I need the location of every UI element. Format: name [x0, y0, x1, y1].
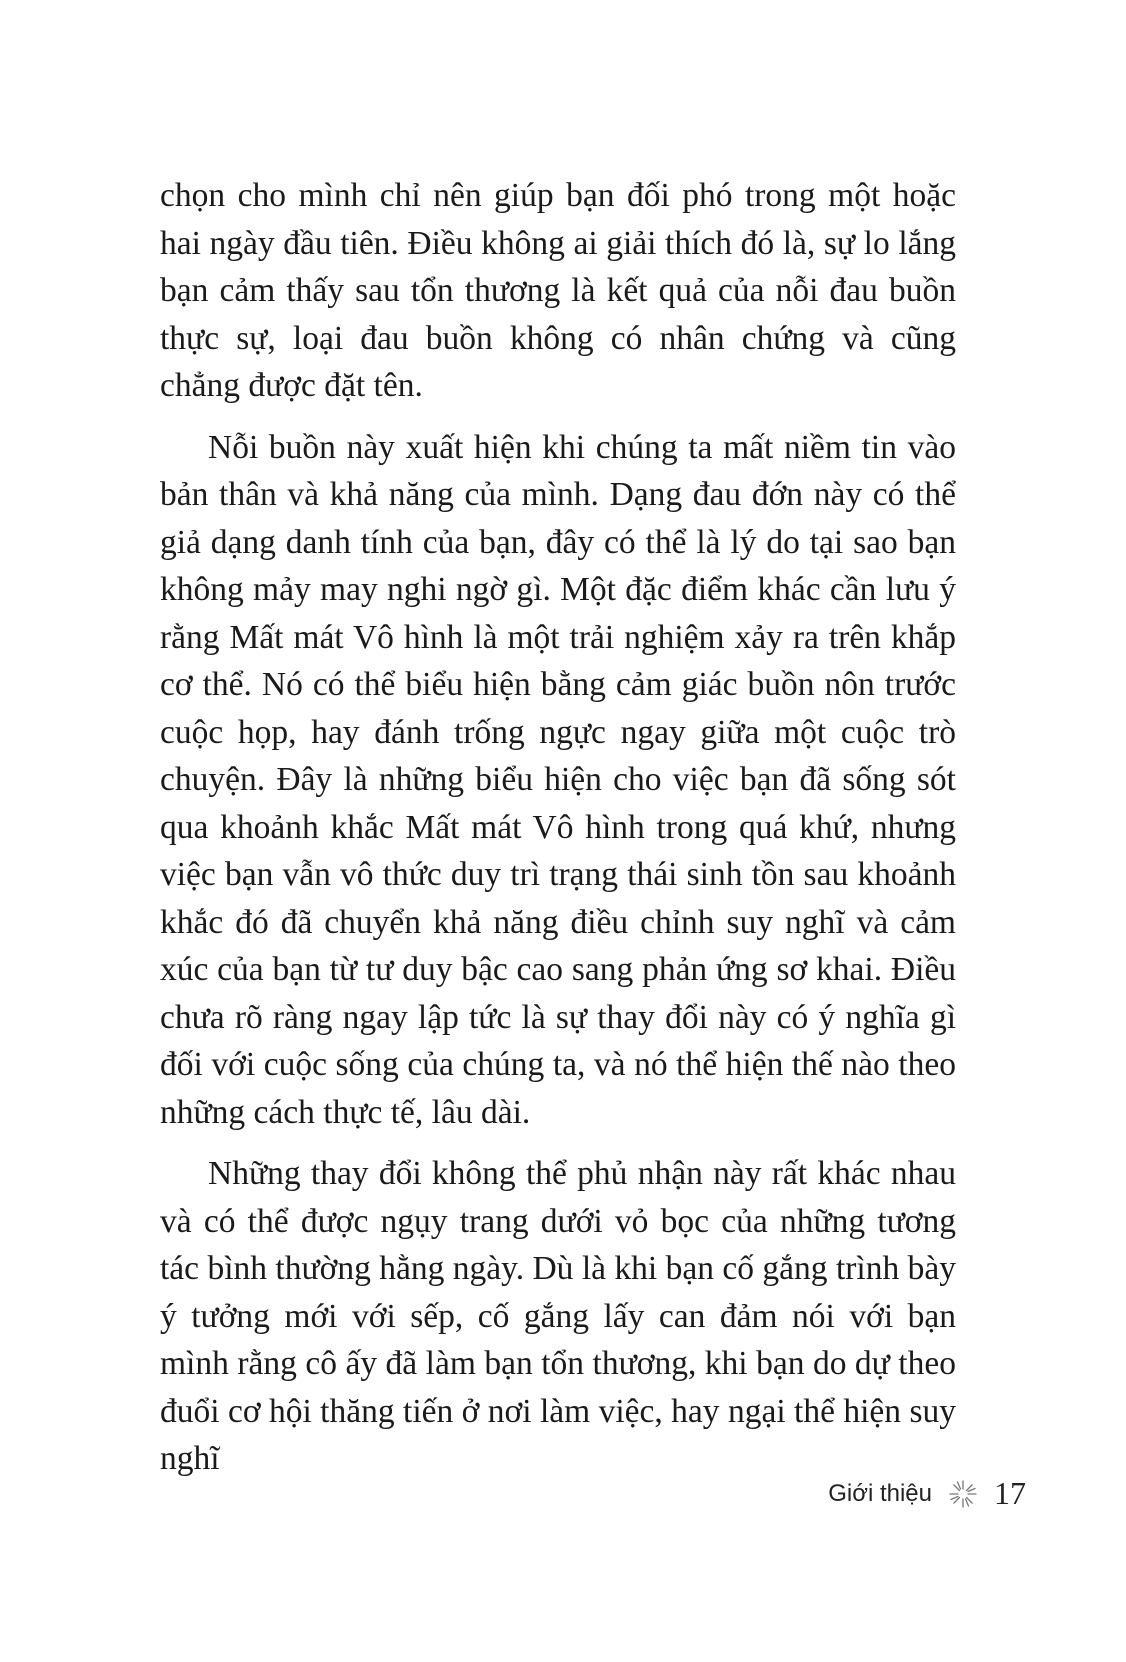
page-number: 17 [994, 1475, 1026, 1511]
paragraph-3: Những thay đổi không thể phủ nhận này rất khác nhau và có thể được ngụy trang dưới vỏ bọc của những tương tác bình thường hằng ngày. Dù là khi bạn cố gắng trình bày ý tưởng mới với sếp, cố gắng lấy can đảm nói với bạn mình rằng cô ấy đã làm bạn tổn thương, khi bạn do dự theo đuổi cơ hội thăng tiến ở nơi làm việc, hay ngại thể hiện suy nghĩ [160, 1155, 956, 1477]
page-footer [828, 1475, 1026, 1512]
starburst-icon [948, 1479, 978, 1509]
page-body [160, 172, 956, 1483]
paragraph-2: Nỗi buồn này xuất hiện khi chúng ta mất niềm tin vào bản thân và khả năng của mình. Dạng đau đớn này có thể giả dạng danh tính của bạn, đây có thể là lý do tại sao bạn không mảy may nghi ngờ gì. Một đặc điểm khác cần lưu ý rằng Mất mát Vô hình là một trải nghiệm xảy ra trên khắp cơ thể. Nó có thể biểu hiện bằng cảm giác buồn nôn trước cuộc họp, hay đánh trống ngực ngay giữa một cuộc trò chuyện. Đây là những biểu hiện cho việc bạn đã sống sót qua khoảnh khắc Mất mát Vô hình trong quá khứ, nhưng việc bạn vẫn vô thức duy trì trạng thái sinh tồn sau khoảnh khắc đó đã chuyển khả năng điều chỉnh suy nghĩ và cảm xúc của bạn từ tư duy bậc cao sang phản ứng sơ khai. Điều chưa rõ ràng ngay lập tức là sự thay đổi này có ý nghĩa gì đối với cuộc sống của chúng ta, và nó thể hiện thế nào theo những cách thực tế, lâu dài. [160, 428, 956, 1131]
paragraph-1: chọn cho mình chỉ nên giúp bạn đối phó trong một hoặc hai ngày đầu tiên. Điều không ai giải thích đó là, sự lo lắng bạn cảm thấy sau tổn thương là kết quả của nỗi đau buồn thực sự, loại đau buồn không có nhân chứng và cũng chẳng được đặt tên. [160, 177, 956, 404]
chapter-title: Giới thiệu [828, 1479, 932, 1507]
